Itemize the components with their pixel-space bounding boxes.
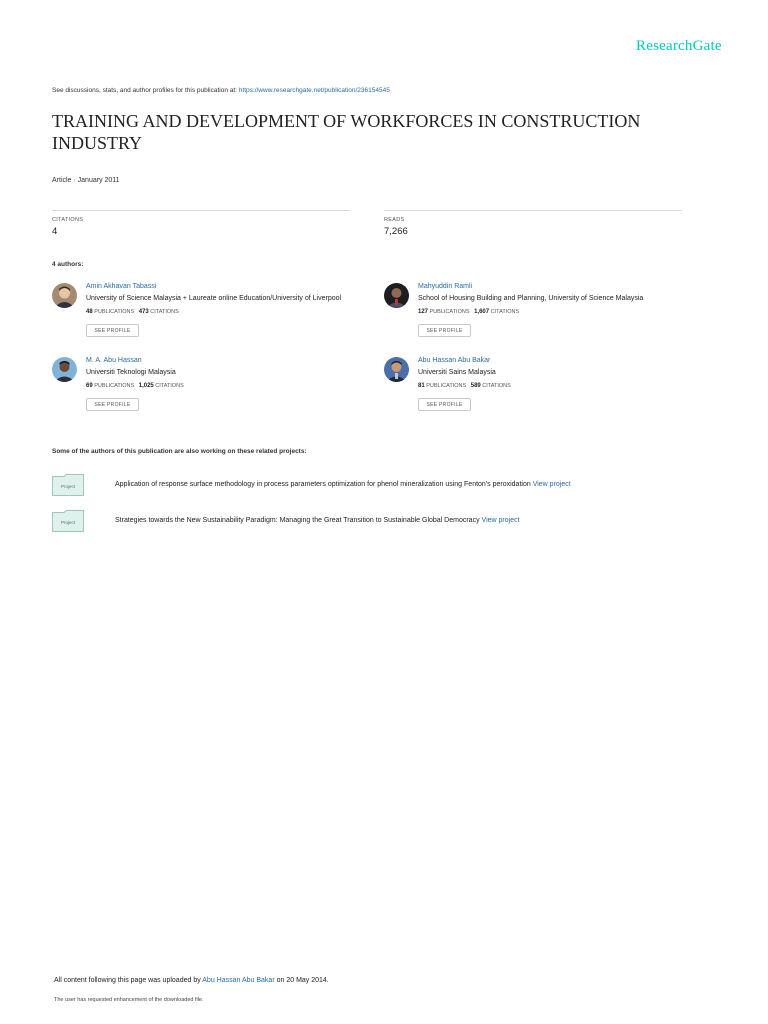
reads-label: READS [384,217,405,223]
project-title: Application of response surface methodology in process parameters optimization for phenol mineralization using Fenton's peroxidation [115,481,533,488]
see-profile-button[interactable]: SEE PROFILE [86,324,139,337]
see-profile-button[interactable]: SEE PROFILE [418,398,471,411]
author-name-link[interactable]: Amin Akhavan Tabassi [86,283,157,290]
author-stats [86,383,184,389]
view-project-link[interactable]: View project [481,517,520,524]
avatar[interactable] [52,283,77,308]
citations-label: CITATIONS [490,309,520,315]
publications-label: PUBLICATIONS [94,309,135,315]
project-folder-icon[interactable] [52,474,84,496]
upload-prefix: All content following this page was uploaded by [54,977,203,984]
authors-heading: 4 authors: [52,261,84,268]
author-name-link[interactable]: M. A. Abu Hassan [86,357,142,364]
citations-count: 1,025 [138,383,154,389]
avatar[interactable] [52,357,77,382]
publications-label: PUBLICATIONS [429,309,470,315]
publications-count: 127 [418,309,429,315]
publications-label: PUBLICATIONS [426,383,467,389]
see-profile-button[interactable]: SEE PROFILE [86,398,139,411]
uploader-link[interactable]: Abu Hassan Abu Bakar [202,977,275,984]
project-folder-icon[interactable] [52,510,84,532]
citations-count: 1,607 [474,309,490,315]
citations-value: 4 [52,226,58,237]
author-name-link[interactable]: Abu Hassan Abu Bakar [418,357,491,364]
publications-label: PUBLICATIONS [94,383,135,389]
project-icon-label: Project [60,520,76,525]
author-affiliation: Universiti Teknologi Malaysia [86,369,176,376]
citations-label: CITATIONS [150,309,179,315]
citations-label: CITATIONS [52,217,84,223]
researchgate-logo[interactable]: ResearchGate [636,38,722,54]
enhancement-note: The user has requested enhancement of the downloaded file. [54,997,204,1003]
project-item [52,474,692,496]
project-item [52,510,692,532]
author-stats [86,309,179,315]
avatar[interactable] [384,357,409,382]
citations-label: CITATIONS [155,383,184,389]
view-project-link[interactable]: View project [532,481,571,488]
project-icon-label: Project [60,484,76,489]
author-stats [418,309,519,315]
publications-count: 69 [86,383,93,389]
publications-count: 81 [418,383,425,389]
citations-count: 589 [470,383,481,389]
avatar[interactable] [384,283,409,308]
projects-heading: Some of the authors of this publication are also working on these related projects: [52,448,307,455]
publication-title: TRAINING AND DEVELOPMENT OF WORKFORCES IN CONSTRUCTION INDUSTRY [52,111,641,153]
author-affiliation: School of Housing Building and Planning, University of Science Malaysia [418,295,644,302]
project-description [115,517,520,524]
project-title: Strategies towards the New Sustainability Paradigm: Managing the Great Transition to Sustainable Global Democracy [115,517,482,524]
publication-url-link[interactable]: https://www.researchgate.net/publication/236154545 [238,87,390,94]
author-affiliation: Universiti Sains Malaysia [418,369,496,376]
project-description [115,481,571,488]
author-affiliation: University of Science Malaysia + Laureate online Education/University of Liverpool [86,295,342,302]
citations-count: 473 [138,309,149,315]
reads-value: 7,266 [384,226,408,237]
author-name-link[interactable]: Mahyuddin Ramli [418,283,473,290]
upload-footer [54,977,329,984]
reads-stat [384,210,682,237]
see-profile-button[interactable]: SEE PROFILE [418,324,471,337]
publications-count: 48 [86,309,93,315]
author-stats [418,383,511,389]
publication-meta: Article · January 2011 [52,177,120,184]
citations-stat [52,210,350,237]
discussion-line [52,87,390,94]
upload-suffix: on 20 May 2014. [274,977,329,984]
discussion-text: See discussions, stats, and author profiles for this publication at: [52,87,239,94]
citations-label: CITATIONS [482,383,511,389]
